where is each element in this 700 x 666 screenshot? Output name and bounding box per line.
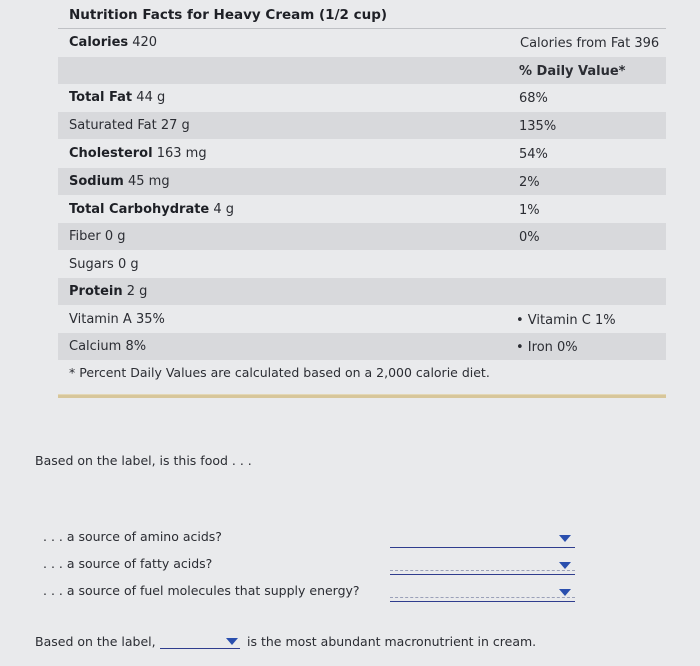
label-title: Nutrition Facts for Heavy Cream (1/2 cup) — [69, 7, 388, 23]
label-bottom-rule — [58, 394, 666, 398]
dropdown-underline — [390, 570, 575, 571]
vitamin-left: Vitamin A 35% — [69, 312, 165, 327]
answer-dropdown-amino-acids[interactable] — [390, 529, 575, 548]
sentence-start: Based on the label, — [35, 634, 156, 649]
answer-dropdown-fuel-molecules[interactable] — [390, 583, 575, 602]
question-intro: Based on the label, is this food . . . — [35, 453, 252, 468]
nutrient-amount: 0 g — [117, 257, 139, 272]
vitamin-left: Calcium 8% — [69, 339, 147, 354]
nutrient-dv: 68% — [519, 91, 548, 106]
daily-value-header: % Daily Value* — [519, 64, 626, 79]
nutrient-dv: 135% — [519, 119, 557, 134]
vitamin-right: • Vitamin C 1% — [516, 313, 616, 328]
answer-dropdown-fatty-acids[interactable] — [390, 556, 575, 575]
nutrient-row — [58, 278, 666, 305]
dropdown-arrow-icon[interactable] — [226, 638, 238, 645]
calories-value: 420 — [132, 35, 158, 50]
dropdown-arrow-icon[interactable] — [559, 562, 571, 569]
dropdown-arrow-icon[interactable] — [559, 535, 571, 542]
calories-from-fat: Calories from Fat 396 — [520, 36, 660, 51]
nutrient-row — [58, 223, 666, 250]
nutrient-amount: 44 g — [136, 90, 166, 105]
nutrient-dv: 54% — [519, 147, 548, 162]
footnote: * Percent Daily Values are calculated based on a 2,000 calorie diet. — [69, 365, 490, 380]
nutrient-amount: 2 g — [126, 284, 148, 299]
vitamin-row — [58, 333, 666, 360]
vitamin-right: • Iron 0% — [516, 340, 578, 355]
nutrient-row — [58, 112, 666, 139]
nutrient-row — [58, 196, 666, 223]
nutrient-name: Fiber — [69, 229, 101, 244]
nutrient-dv: 2% — [519, 175, 540, 190]
dropdown-arrow-icon[interactable] — [559, 589, 571, 596]
nutrient-row — [58, 140, 666, 167]
nutrient-name: Sugars — [69, 257, 114, 272]
dropdown-underline — [390, 597, 575, 598]
nutrient-name: Total Fat — [69, 90, 133, 105]
macronutrient-dropdown[interactable] — [160, 632, 240, 649]
nutrient-amount: 0 g — [104, 229, 126, 244]
question-text: . . . a source of amino acids? — [43, 529, 222, 544]
nutrient-name: Sodium — [69, 174, 124, 189]
nutrient-name: Protein — [69, 284, 123, 299]
nutrient-row — [58, 168, 666, 195]
nutrient-amount: 27 g — [160, 118, 190, 133]
question-text: . . . a source of fuel molecules that supply energy? — [43, 583, 360, 598]
nutrient-name: Saturated Fat — [69, 118, 157, 133]
nutrient-dv: 0% — [519, 230, 540, 245]
question-text: . . . a source of fatty acids? — [43, 556, 213, 571]
nutrient-dv: 1% — [519, 203, 540, 218]
nutrient-row — [58, 251, 666, 278]
calories-label: Calories — [69, 35, 129, 50]
nutrient-row — [58, 84, 666, 111]
calories-row — [58, 29, 666, 56]
nutrient-amount: 45 mg — [128, 174, 170, 189]
sentence-end: is the most abundant macronutrient in cream. — [247, 634, 537, 649]
nutrient-amount: 163 mg — [156, 146, 207, 161]
vitamin-row — [58, 306, 666, 333]
nutrient-amount: 4 g — [213, 202, 235, 217]
daily-value-header-row — [58, 57, 666, 84]
nutrient-name: Cholesterol — [69, 146, 153, 161]
nutrient-name: Total Carbohydrate — [69, 202, 210, 217]
